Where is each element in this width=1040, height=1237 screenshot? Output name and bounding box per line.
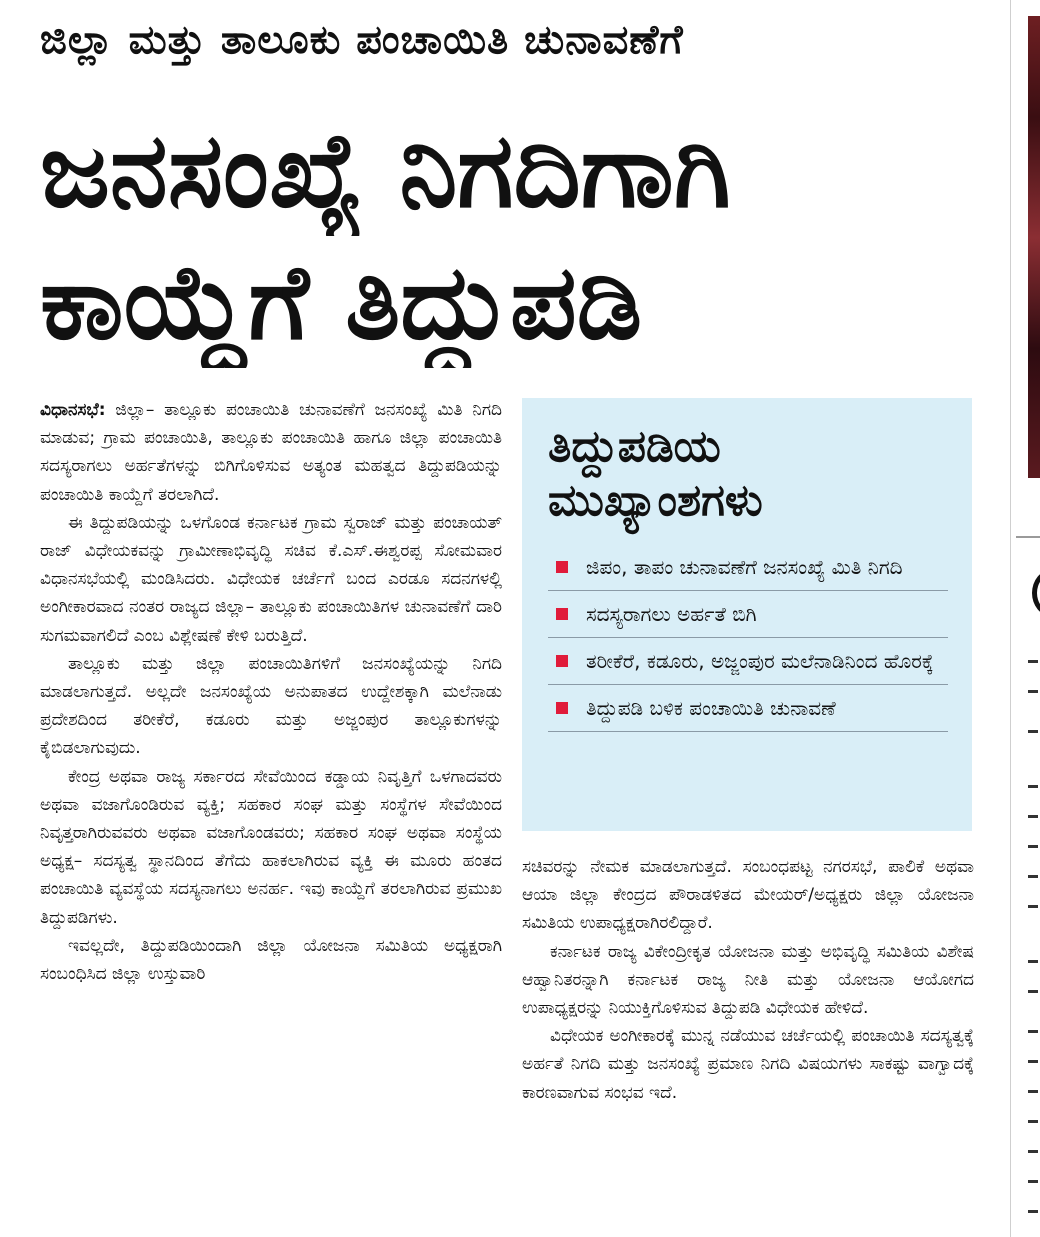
cropped-text-line xyxy=(1028,730,1038,733)
cropped-text-line xyxy=(1028,1180,1038,1183)
body-column-right xyxy=(522,853,974,1107)
column-divider xyxy=(1010,0,1011,1237)
highlight-item xyxy=(548,544,948,591)
body-paragraph: ಸಚಿವರನ್ನು ನೇಮಕ ಮಾಡಲಾಗುತ್ತದೆ. ಸಂಬಂಧಪಟ್ಟ ನಗರಸಭೆ, ಪಾಲಿಕೆ ಅಥವಾ ಆಯಾ ಜಿಲ್ಲಾ ಕೇಂದ್ರದ ಪೌರಾಡಳಿತದ ಮೇಯರ್/ಅಧ್ಯಕ್ಷರು ಜಿಲ್ಲಾ ಯೋಜನಾ ಸಮಿತಿಯ ಉಪಾಧ್ಯಕ್ಷರಾಗಿರಲಿದ್ದಾರೆ. xyxy=(522,857,974,934)
body-paragraph-text: ಜಿಲ್ಲಾ– ತಾಲ್ಲೂಕು ಪಂಚಾಯಿತಿ ಚುನಾವಣೆಗೆ ಜನಸಂಖ್ಯೆ ಮಿತಿ ನಿಗದಿ ಮಾಡುವ; ಗ್ರಾಮ ಪಂಚಾಯಿತಿ, ತಾಲ್ಲೂಕು ಪಂಚಾಯಿತಿ ಹಾಗೂ ಜಿಲ್ಲಾ ಪಂಚಾಯಿತಿ ಸದಸ್ಯರಾಗಲು ಅರ್ಹತೆಗಳನ್ನು ಬಿಗಿಗೊಳಿಸುವ ಅತ್ಯಂತ ಮಹತ್ವದ ತಿದ್ದುಪಡಿಯನ್ನು ಪಂಚಾಯಿತಿ ಕಾಯ್ದೆಗೆ ತರಲಾಗಿದೆ. xyxy=(40,400,502,505)
body-paragraph: ಕೇಂದ್ರ ಅಥವಾ ರಾಜ್ಯ ಸರ್ಕಾರದ ಸೇವೆಯಿಂದ ಕಡ್ಡಾಯ ನಿವೃತ್ತಿಗೆ ಒಳಗಾದವರು ಅಥವಾ ವಜಾಗೊಂಡಿರುವ ವ್ಯಕ್ತಿ; ಸಹಕಾರ ಸಂಘ ಮತ್ತು ಸಂಸ್ಥೆಗಳ ಸೇವೆಯಿಂದ ನಿವೃತ್ತರಾಗಿರುವವರು ಅಥವಾ ವಜಾಗೊಂಡವರು; ಸಹಕಾರ ಸಂಘ ಅಥವಾ ಸಂಸ್ಥೆಯ ಅಧ್ಯಕ್ಷ– ಸದಸ್ಯತ್ವ ಸ್ಥಾನದಿಂದ ತೆಗೆದು ಹಾಕಲಾಗಿರುವ ವ್ಯಕ್ತಿ ಈ ಮೂರು ಹಂತದ ಪಂಚಾಯಿತಿ ವ್ಯವಸ್ಥೆಯ ಸದಸ್ಯನಾಗಲು ಅನರ್ಹ. ಇವು ಕಾಯ್ದೆಗೆ ತರಲಾಗಿರುವ ಪ್ರಮುಖ ತಿದ್ದುಪಡಿಗಳು. xyxy=(40,766,502,928)
cropped-text-line xyxy=(1028,960,1038,963)
highlights-title-line-2: ಮುಖ್ಯಾಂಶಗಳು xyxy=(548,475,763,526)
body-paragraph: ಕರ್ನಾಟಕ ರಾಜ್ಯ ವಿಕೇಂದ್ರೀಕೃತ ಯೋಜನಾ ಮತ್ತು ಅಭಿವೃದ್ಧಿ ಸಮಿತಿಯ ವಿಶೇಷ ಆಹ್ವಾನಿತರನ್ನಾಗಿ ಕರ್ನಾಟಕ ರಾಜ್ಯ ನೀತಿ ಮತ್ತು ಯೋಜನಾ ಆಯೋಗದ ಉಪಾಧ್ಯಕ್ಷರನ್ನು ನಿಯುಕ್ತಿಗೊಳಿಸುವ ತಿದ್ದುಪಡಿ ವಿಧೇಯಕ ಹೇಳಿದೆ. xyxy=(522,941,974,1019)
body-paragraph: ಈ ತಿದ್ದುಪಡಿಯನ್ನು ಒಳಗೊಂಡ ಕರ್ನಾಟಕ ಗ್ರಾಮ ಸ್ವರಾಜ್ ಮತ್ತು ಪಂಚಾಯತ್ ರಾಜ್ ವಿಧೇಯಕವನ್ನು ಗ್ರಾಮೀಣಾಭಿವೃದ್ಧಿ ಸಚಿವ ಕೆ.ಎಸ್.ಈಶ್ವರಪ್ಪ ಸೋಮವಾರ ವಿಧಾನಸಭೆಯಲ್ಲಿ ಮಂಡಿಸಿದರು. ವಿಧೇಯಕ ಚರ್ಚೆಗೆ ಬಂದ ಎರಡೂ ಸದನಗಳಲ್ಲಿ ಅಂಗೀಕಾರವಾದ ನಂತರ ರಾಜ್ಯದ ಜಿಲ್ಲಾ– ತಾಲ್ಲೂಕು ಪಂಚಾಯಿತಿಗಳ ಚುನಾವಣೆಗೆ ದಾರಿ ಸುಗಮವಾಗಲಿದೆ ಎಂಬ ವಿಶ್ಲೇಷಣೆ ಕೇಳಿ ಬರುತ್ತಿದೆ. xyxy=(40,512,502,646)
square-bullet-icon xyxy=(556,608,568,620)
highlights-list xyxy=(548,544,948,732)
highlight-item xyxy=(548,638,948,685)
square-bullet-icon xyxy=(556,655,568,667)
cropped-text-line xyxy=(1028,815,1038,818)
cropped-headline-glyph xyxy=(1032,570,1040,616)
cropped-text-line xyxy=(1028,1030,1038,1033)
body-paragraph: ವಿಧೇಯಕ ಅಂಗೀಕಾರಕ್ಕೆ ಮುನ್ನ ನಡೆಯುವ ಚರ್ಚೆಯಲ್ಲಿ ಪಂಚಾಯಿತಿ ಸದಸ್ಯತ್ವಕ್ಕೆ ಅರ್ಹತೆ ನಿಗದಿ ಮತ್ತು ಜನಸಂಖ್ಯೆ ಪ್ರಮಾಣ ನಿಗದಿ ವಿಷಯಗಳು ಸಾಕಷ್ಟು ವಾಗ್ವಾದಕ್ಕೆ ಕಾರಣವಾಗುವ ಸಂಭವ ಇದೆ. xyxy=(522,1026,974,1103)
highlight-item xyxy=(548,591,948,638)
highlights-title xyxy=(548,420,948,528)
cropped-text-line xyxy=(1028,845,1038,848)
highlight-text: ತಿದ್ದುಪಡಿ ಬಳಿಕ ಪಂಚಾಯಿತಿ ಚುನಾವಣೆ xyxy=(586,696,836,720)
headline-line-2: ಕಾಯ್ದೆಗೆ ತಿದ್ದುಪಡಿ xyxy=(40,241,643,363)
cropped-text-line xyxy=(1028,1060,1038,1063)
square-bullet-icon xyxy=(556,561,568,573)
highlight-item xyxy=(548,685,948,732)
article xyxy=(30,0,1005,1237)
cropped-text-line xyxy=(1028,785,1038,788)
headline-line-1: ಜನಸಂಖ್ಯೆ ನಿಗದಿಗಾಗಿ xyxy=(40,109,731,231)
cropped-text-line xyxy=(1028,1210,1038,1213)
cropped-text-line xyxy=(1028,1120,1038,1123)
cropped-text-line xyxy=(1028,875,1038,878)
highlight-text: ಸದಸ್ಯರಾಗಲು ಅರ್ಹತೆ ಬಿಗಿ xyxy=(586,602,757,626)
dateline: ವಿಧಾನಸಭೆ: xyxy=(40,400,106,420)
cropped-text-line xyxy=(1028,1150,1038,1153)
body-paragraph xyxy=(40,396,502,509)
cropped-photo xyxy=(1028,16,1040,478)
highlights-box xyxy=(522,398,972,831)
kicker-headline: ಜಿಲ್ಲಾ ಮತ್ತು ತಾಲೂಕು ಪಂಚಾಯಿತಿ ಚುನಾವಣೆಗೆ xyxy=(40,17,684,63)
highlights-title-line-1: ತಿದ್ದುಪಡಿಯ xyxy=(548,421,721,472)
body-paragraph: ಇವಲ್ಲದೇ, ತಿದ್ದುಪಡಿಯಿಂದಾಗಿ ಜಿಲ್ಲಾ ಯೋಜನಾ ಸಮಿತಿಯ ಅಧ್ಯಕ್ಷರಾಗಿ ಸಂಬಂಧಿಸಿದ ಜಿಲ್ಲಾ ಉಸ್ತುವಾರಿ xyxy=(40,935,502,985)
cropped-text-line xyxy=(1028,690,1038,693)
cropped-text-line xyxy=(1028,1090,1038,1093)
cropped-text-line xyxy=(1028,905,1038,908)
cropped-text-line xyxy=(1028,660,1038,663)
highlight-text: ಜಿಪಂ, ತಾಪಂ ಚುನಾವಣೆಗೆ ಜನಸಂಖ್ಯೆ ಮಿತಿ ನಿಗದಿ xyxy=(586,555,903,579)
square-bullet-icon xyxy=(556,702,568,714)
body-column-left xyxy=(40,396,502,988)
main-headline xyxy=(40,104,1000,368)
cropped-text-line xyxy=(1028,990,1038,993)
highlight-text: ತರೀಕೆರೆ, ಕಡೂರು, ಅಜ್ಜಂಪುರ ಮಲೆನಾಡಿನಿಂದ ಹೊರಕ್ಕೆ xyxy=(586,649,934,673)
section-rule xyxy=(1016,536,1040,538)
adjacent-article-edge xyxy=(1010,0,1040,1237)
body-paragraph: ತಾಲ್ಲೂಕು ಮತ್ತು ಜಿಲ್ಲಾ ಪಂಚಾಯಿತಿಗಳಿಗೆ ಜನಸಂಖ್ಯೆಯನ್ನು ನಿಗದಿ ಮಾಡಲಾಗುತ್ತದೆ. ಅಲ್ಲದೇ ಜನಸಂಖ್ಯೆಯ ಅನುಪಾತದ ಉದ್ದೇಶಕ್ಕಾಗಿ ಮಲೆನಾಡು ಪ್ರದೇಶದಿಂದ ತರೀಕೆರೆ, ಕಡೂರು ಮತ್ತು ಅಜ್ಜಂಪುರ ತಾಲ್ಲೂಕುಗಳನ್ನು ಕೈಬಿಡಲಾಗುವುದು. xyxy=(40,653,502,759)
